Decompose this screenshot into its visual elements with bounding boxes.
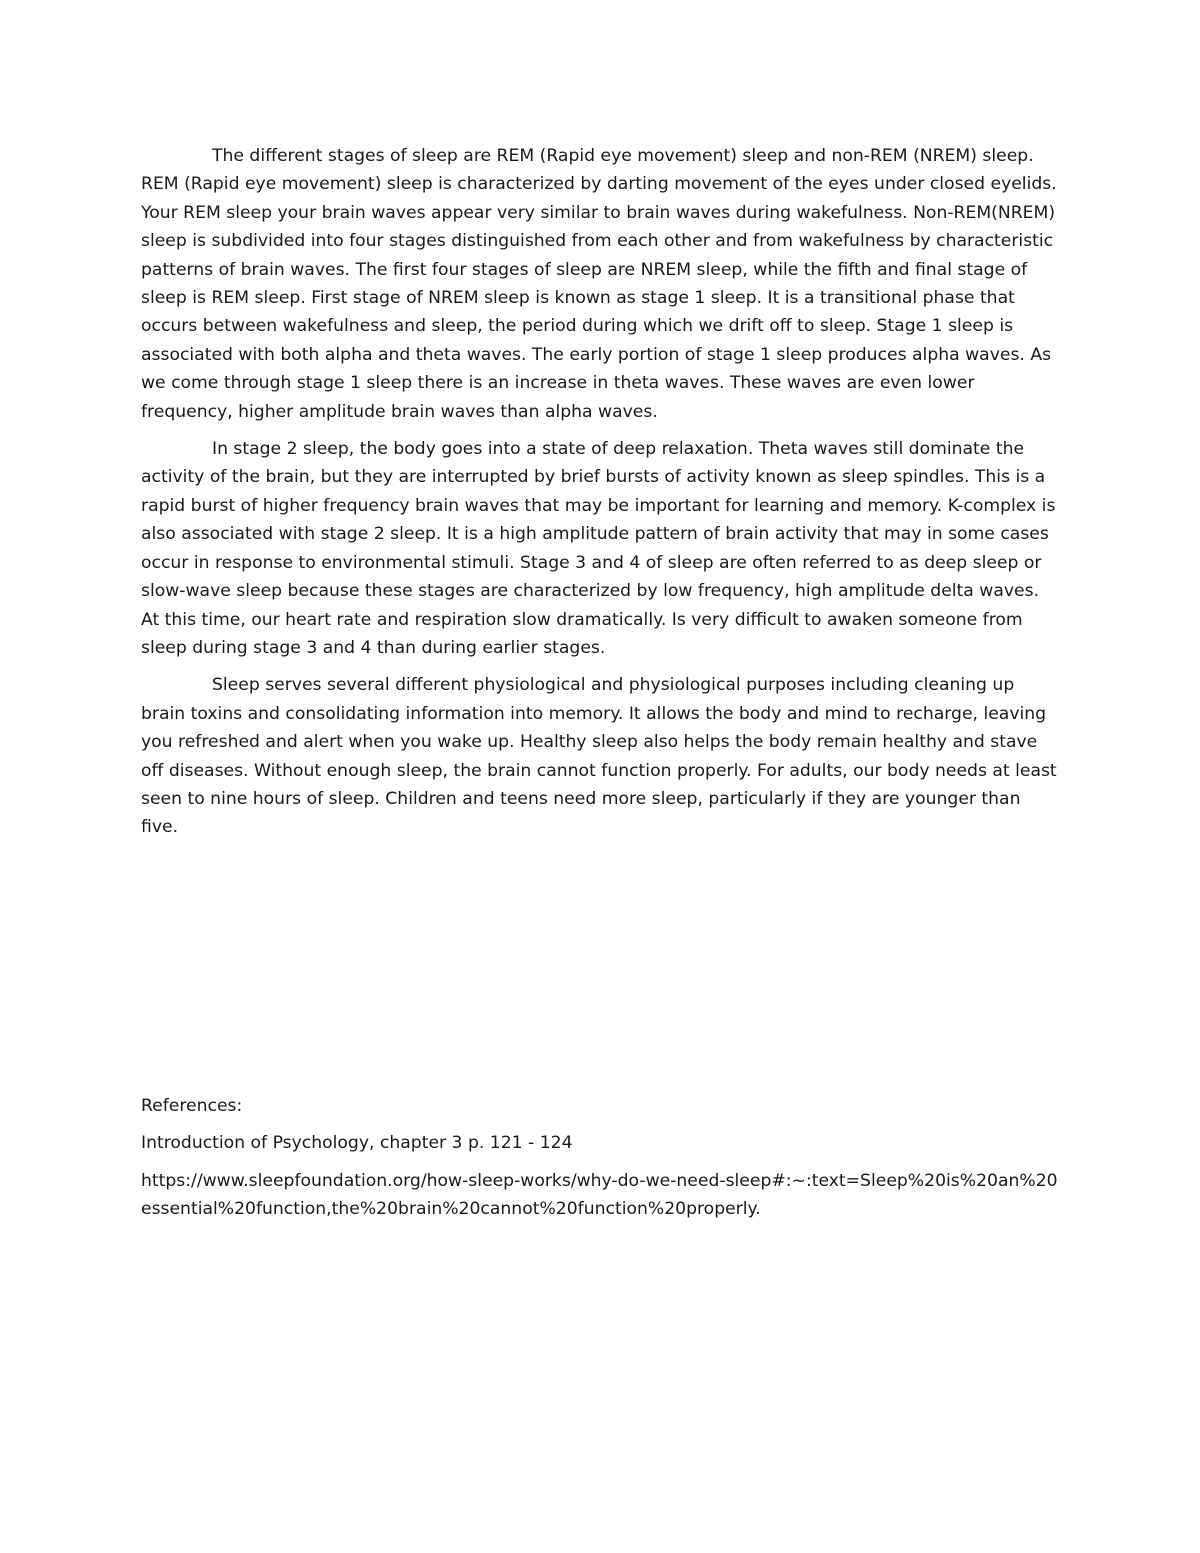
document-body xyxy=(141,142,1061,851)
reference-book: Introduction of Psychology, chapter 3 p. 121 - 124 xyxy=(141,1133,573,1154)
references-section xyxy=(141,1092,1061,1224)
paragraph-sleep-purposes: Sleep serves several different physiological and physiological purposes including cleaning up brain toxins and consolidating information into memory. It allows the body and mind to recharge, leaving you refreshed and alert when you wake up. Healthy sleep also helps the body remain healthy and stave off diseases. Without enough sleep, the brain cannot function properly. For adults, our body needs at least seen to nine hours of sleep. Children and teens need more sleep, particularly if they are younger than five. xyxy=(141,675,1057,838)
reference-url: https://www.sleepfoundation.org/how-sleep-works/why-do-we-need-sleep#:~:text=Sleep%20is%20an%20essential%20function,the%20brain%20cannot%20function%20properly. xyxy=(141,1170,1058,1220)
paragraph-stage-2-sleep: In stage 2 sleep, the body goes into a state of deep relaxation. Theta waves still dominate the activity of the brain, but they are interrupted by brief bursts of activity known as sleep spindles. This is a rapid burst of higher frequency brain waves that may be important for learning and memory. K-complex is also associated with stage 2 sleep. It is a high amplitude pattern of brain activity that may in some cases occur in response to environmental stimuli. Stage 3 and 4 of sleep are often referred to as deep sleep or slow-wave sleep because these stages are characterized by low frequency, high amplitude delta waves. At this time, our heart rate and respiration slow dramatically. Is very difficult to awaken someone from sleep during stage 3 and 4 than during earlier stages. xyxy=(141,439,1056,658)
references-heading: References: xyxy=(141,1096,243,1116)
paragraph-sleep-stages: The different stages of sleep are REM (Rapid eye movement) sleep and non-REM (NREM) sleep. REM (Rapid eye movement) sleep is characterized by darting movement of the eyes under closed eyelids. Your REM sleep your brain waves appear very similar to brain waves during wakefulness. Non-REM(NREM) sleep is subdivided into four stages distinguished from each other and from wakefulness by characteristic patterns of brain waves. The first four stages of sleep are NREM sleep, while the fifth and final stage of sleep is REM sleep. First stage of NREM sleep is known as stage 1 sleep. It is a transitional phase that occurs between wakefulness and sleep, the period during which we drift off to sleep. Stage 1 sleep is associated with both alpha and theta waves. The early portion of stage 1 sleep produces alpha waves. As we come through stage 1 sleep there is an increase in theta waves. These waves are even lower frequency, higher amplitude brain waves than alpha waves. xyxy=(141,146,1057,422)
